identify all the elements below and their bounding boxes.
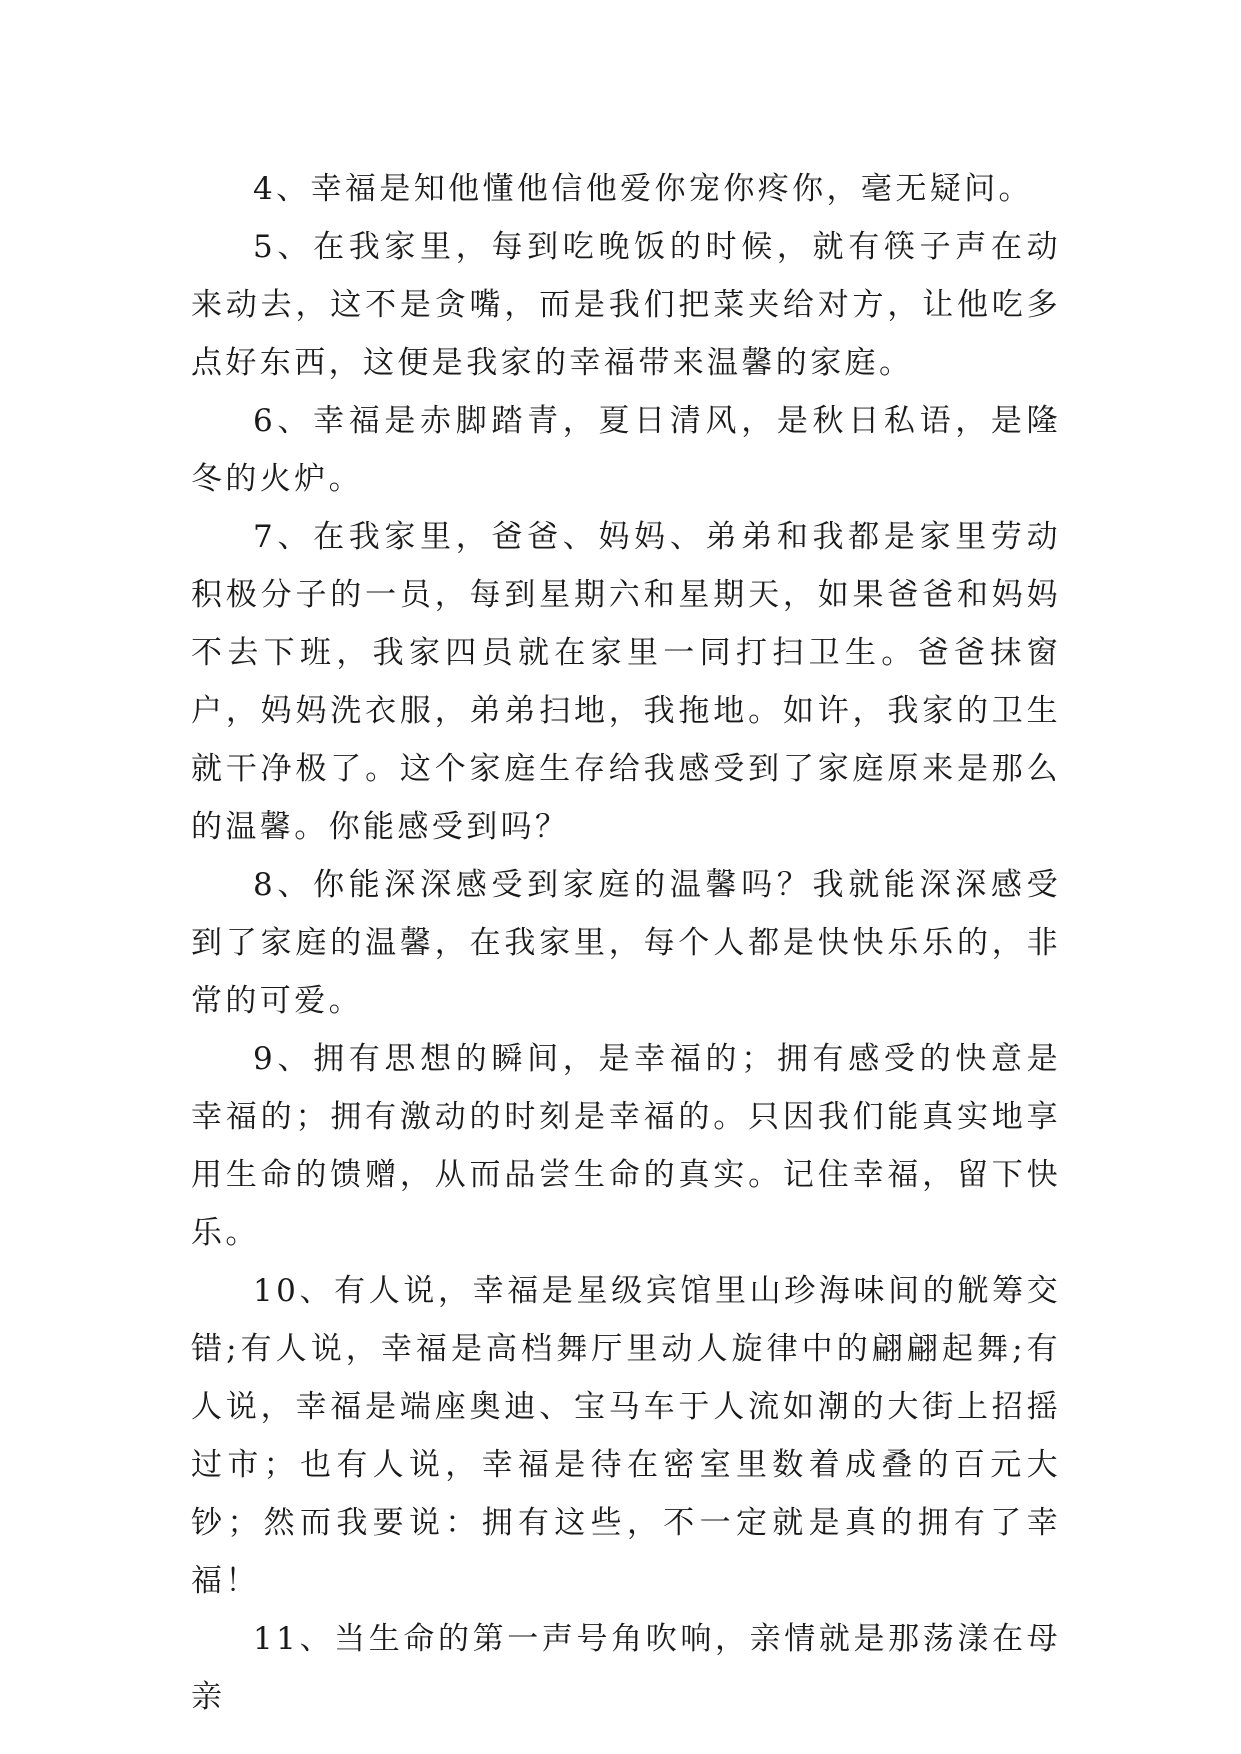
document-body bbox=[191, 160, 1061, 1726]
paragraph-10: 10、有人说，幸福是星级宾馆里山珍海味间的觥筹交错;有人说，幸福是高档舞厅里动人旋律中的翩翩起舞;有人说，幸福是端座奥迪、宝马车于人流如潮的大街上招摇过市；也有人说，幸福是待在密室里数着成叠的百元大钞；然而我要说：拥有这些，不一定就是真的拥有了幸福！ bbox=[191, 1273, 1061, 1599]
paragraph-9: 9、拥有思想的瞬间，是幸福的；拥有感受的快意是幸福的；拥有激动的时刻是幸福的。只因我们能真实地享用生命的馈赠，从而品尝生命的真实。记住幸福，留下快乐。 bbox=[191, 1041, 1061, 1251]
paragraph-4: 4、幸福是知他懂他信他爱你宠你疼你，毫无疑问。 bbox=[253, 171, 1033, 207]
paragraph-8: 8、你能深深感受到家庭的温馨吗？我就能深深感受到了家庭的温馨，在我家里，每个人都是快快乐乐的，非常的可爱。 bbox=[191, 867, 1061, 1019]
paragraph-6: 6、幸福是赤脚踏青，夏日清风，是秋日私语，是隆冬的火炉。 bbox=[191, 403, 1061, 497]
paragraph-7: 7、在我家里，爸爸、妈妈、弟弟和我都是家里劳动积极分子的一员，每到星期六和星期天，如果爸爸和妈妈不去下班，我家四员就在家里一同打扫卫生。爸爸抹窗户，妈妈洗衣服，弟弟扫地，我拖地。如许，我家的卫生就干净极了。这个家庭生存给我感受到了家庭原来是那么的温馨。你能感受到吗？ bbox=[191, 519, 1061, 845]
paragraph-5: 5、在我家里，每到吃晚饭的时候，就有筷子声在动来动去，这不是贪嘴，而是我们把菜夹给对方，让他吃多点好东西，这便是我家的幸福带来温馨的家庭。 bbox=[191, 229, 1061, 381]
paragraph-11: 11、当生命的第一声号角吹响，亲情就是那荡漾在母亲 bbox=[191, 1621, 1061, 1715]
